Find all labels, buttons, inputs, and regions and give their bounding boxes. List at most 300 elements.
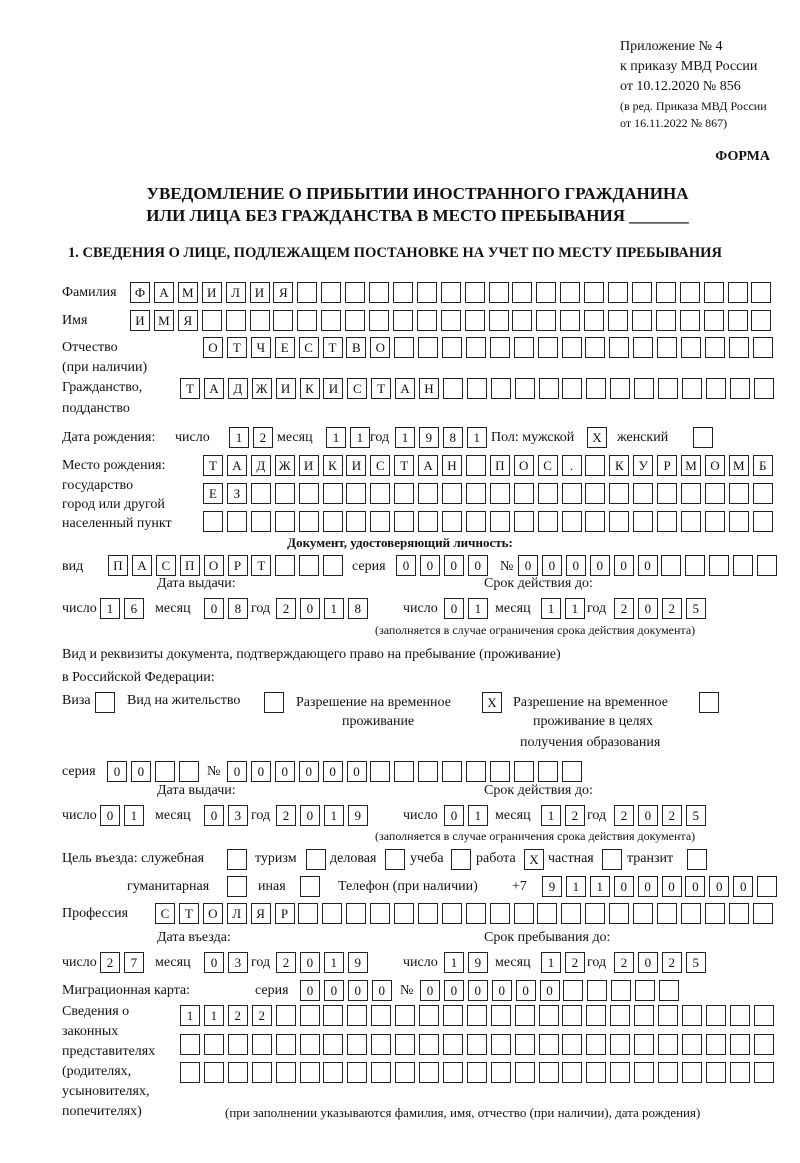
char-cell[interactable]: 0 [300, 598, 320, 619]
char-cell[interactable] [202, 310, 222, 331]
char-cell[interactable] [661, 555, 681, 576]
char-cell[interactable] [705, 903, 725, 924]
char-cell[interactable]: 0 [638, 952, 658, 973]
char-cell[interactable] [709, 555, 729, 576]
char-cell[interactable] [323, 483, 343, 504]
char-cell[interactable]: 1 [566, 876, 586, 897]
char-cell[interactable]: А [154, 282, 174, 303]
char-cell[interactable] [539, 1034, 559, 1055]
char-cell[interactable] [443, 1034, 463, 1055]
char-cell[interactable]: И [130, 310, 150, 331]
char-cell[interactable]: 0 [540, 980, 560, 1001]
char-cell[interactable] [706, 1062, 726, 1083]
char-cell[interactable] [633, 511, 653, 532]
char-cell[interactable] [538, 337, 558, 358]
char-cell[interactable] [273, 310, 293, 331]
char-cell[interactable] [467, 1005, 487, 1026]
char-cell[interactable] [228, 1034, 248, 1055]
char-cell[interactable]: 2 [252, 1005, 272, 1026]
char-cell[interactable] [562, 483, 582, 504]
char-cell[interactable] [490, 761, 510, 782]
char-cell[interactable] [442, 761, 462, 782]
char-cell[interactable] [538, 511, 558, 532]
char-cell[interactable] [489, 310, 509, 331]
char-cell[interactable]: 2 [662, 598, 682, 619]
char-cell[interactable] [227, 876, 247, 897]
char-cell[interactable]: 9 [542, 876, 562, 897]
char-cell[interactable] [753, 511, 773, 532]
char-cell[interactable] [323, 1005, 343, 1026]
char-cell[interactable]: М [178, 282, 198, 303]
char-cell[interactable] [729, 511, 749, 532]
char-cell[interactable] [466, 455, 486, 476]
char-cell[interactable] [658, 378, 678, 399]
char-cell[interactable]: Т [180, 378, 200, 399]
char-cell[interactable] [539, 378, 559, 399]
char-cell[interactable] [658, 1034, 678, 1055]
char-cell[interactable]: А [132, 555, 152, 576]
char-cell[interactable] [180, 1034, 200, 1055]
char-cell[interactable]: О [370, 337, 390, 358]
char-cell[interactable] [489, 282, 509, 303]
char-cell[interactable]: О [204, 555, 224, 576]
char-cell[interactable]: И [250, 282, 270, 303]
char-cell[interactable] [203, 511, 223, 532]
char-cell[interactable]: 2 [614, 598, 634, 619]
char-cell[interactable] [204, 1034, 224, 1055]
char-cell[interactable]: О [705, 455, 725, 476]
char-cell[interactable]: 2 [100, 952, 120, 973]
char-cell[interactable]: В [346, 337, 366, 358]
char-cell[interactable] [442, 483, 462, 504]
char-cell[interactable] [419, 1034, 439, 1055]
char-cell[interactable]: 0 [542, 555, 562, 576]
char-cell[interactable]: 0 [468, 980, 488, 1001]
char-cell[interactable] [514, 511, 534, 532]
char-cell[interactable] [346, 903, 366, 924]
char-cell[interactable] [754, 1062, 774, 1083]
char-cell[interactable]: 0 [347, 761, 367, 782]
char-cell[interactable]: О [203, 337, 223, 358]
char-cell[interactable] [608, 282, 628, 303]
char-cell[interactable] [370, 903, 390, 924]
char-cell[interactable]: Я [273, 282, 293, 303]
char-cell[interactable]: Д [251, 455, 271, 476]
char-cell[interactable]: С [370, 455, 390, 476]
char-cell[interactable]: 0 [300, 952, 320, 973]
char-cell[interactable]: 0 [131, 761, 151, 782]
char-cell[interactable]: 0 [518, 555, 538, 576]
char-cell[interactable]: 0 [638, 555, 658, 576]
char-cell[interactable] [751, 282, 771, 303]
char-cell[interactable] [635, 980, 655, 1001]
char-cell[interactable] [539, 1005, 559, 1026]
char-cell[interactable]: 5 [686, 598, 706, 619]
char-cell[interactable] [394, 903, 414, 924]
char-cell[interactable] [610, 378, 630, 399]
char-cell[interactable]: 1 [350, 427, 370, 448]
char-cell[interactable] [562, 1062, 582, 1083]
char-cell[interactable]: Т [371, 378, 391, 399]
char-cell[interactable] [585, 455, 605, 476]
char-cell[interactable]: К [300, 378, 320, 399]
char-cell[interactable] [180, 1062, 200, 1083]
char-cell[interactable] [297, 282, 317, 303]
char-cell[interactable] [418, 903, 438, 924]
char-cell[interactable] [609, 337, 629, 358]
char-cell[interactable] [634, 1034, 654, 1055]
char-cell[interactable]: 0 [492, 980, 512, 1001]
char-cell[interactable] [491, 1034, 511, 1055]
char-cell[interactable] [347, 1005, 367, 1026]
char-cell[interactable]: К [323, 455, 343, 476]
char-cell[interactable] [369, 310, 389, 331]
char-cell[interactable]: 0 [662, 876, 682, 897]
char-cell[interactable] [228, 1062, 248, 1083]
char-cell[interactable]: 2 [565, 952, 585, 973]
char-cell[interactable]: 0 [638, 876, 658, 897]
char-cell[interactable] [512, 282, 532, 303]
char-cell[interactable] [322, 903, 342, 924]
char-cell[interactable]: 2 [228, 1005, 248, 1026]
char-cell[interactable] [562, 511, 582, 532]
char-cell[interactable] [537, 903, 557, 924]
char-cell[interactable] [514, 761, 534, 782]
char-cell[interactable]: 1 [565, 598, 585, 619]
char-cell[interactable]: 1 [444, 952, 464, 973]
char-cell[interactable] [443, 1005, 463, 1026]
char-cell[interactable] [753, 337, 773, 358]
char-cell[interactable]: У [633, 455, 653, 476]
char-cell[interactable]: С [155, 903, 175, 924]
char-cell[interactable] [417, 282, 437, 303]
char-cell[interactable]: Р [657, 455, 677, 476]
char-cell[interactable] [685, 555, 705, 576]
char-cell[interactable] [251, 511, 271, 532]
char-cell[interactable]: 0 [638, 805, 658, 826]
char-cell[interactable] [602, 849, 622, 870]
char-cell[interactable] [393, 282, 413, 303]
char-cell[interactable] [560, 310, 580, 331]
char-cell[interactable]: 8 [348, 598, 368, 619]
char-cell[interactable] [610, 1005, 630, 1026]
char-cell[interactable] [682, 1034, 702, 1055]
char-cell[interactable] [682, 1005, 702, 1026]
char-cell[interactable] [687, 849, 707, 870]
char-cell[interactable] [371, 1005, 391, 1026]
char-cell[interactable]: 0 [516, 980, 536, 1001]
char-cell[interactable] [584, 310, 604, 331]
char-cell[interactable] [633, 903, 653, 924]
char-cell[interactable] [730, 1034, 750, 1055]
char-cell[interactable]: 3 [228, 952, 248, 973]
char-cell[interactable]: 1 [180, 1005, 200, 1026]
char-cell[interactable] [562, 761, 582, 782]
char-cell[interactable]: 2 [276, 952, 296, 973]
char-cell[interactable]: 7 [124, 952, 144, 973]
char-cell[interactable] [754, 1034, 774, 1055]
char-cell[interactable]: Т [227, 337, 247, 358]
char-cell[interactable] [561, 903, 581, 924]
char-cell[interactable] [611, 980, 631, 1001]
char-cell[interactable]: Ж [252, 378, 272, 399]
char-cell[interactable] [276, 1005, 296, 1026]
char-cell[interactable] [733, 555, 753, 576]
char-cell[interactable]: 2 [276, 598, 296, 619]
char-cell[interactable] [634, 1005, 654, 1026]
char-cell[interactable]: 1 [324, 952, 344, 973]
char-cell[interactable] [250, 310, 270, 331]
char-cell[interactable]: Т [251, 555, 271, 576]
char-cell[interactable] [252, 1062, 272, 1083]
char-cell[interactable]: 1 [324, 598, 344, 619]
char-cell[interactable]: 9 [348, 805, 368, 826]
char-cell[interactable] [442, 337, 462, 358]
char-cell[interactable] [204, 1062, 224, 1083]
char-cell[interactable]: З [227, 483, 247, 504]
char-cell[interactable]: 0 [251, 761, 271, 782]
char-cell[interactable] [634, 1062, 654, 1083]
char-cell[interactable] [699, 692, 719, 713]
char-cell[interactable] [491, 1005, 511, 1026]
char-cell[interactable] [95, 692, 115, 713]
char-cell[interactable] [682, 1062, 702, 1083]
char-cell[interactable]: 0 [372, 980, 392, 1001]
char-cell[interactable] [419, 1005, 439, 1026]
char-cell[interactable] [633, 483, 653, 504]
char-cell[interactable] [560, 282, 580, 303]
char-cell[interactable]: С [347, 378, 367, 399]
char-cell[interactable] [514, 903, 534, 924]
char-cell[interactable] [465, 310, 485, 331]
char-cell[interactable] [467, 1062, 487, 1083]
char-cell[interactable] [418, 483, 438, 504]
char-cell[interactable]: 0 [590, 555, 610, 576]
char-cell[interactable]: О [514, 455, 534, 476]
char-cell[interactable]: М [154, 310, 174, 331]
char-cell[interactable] [634, 378, 654, 399]
char-cell[interactable] [562, 1005, 582, 1026]
char-cell[interactable]: И [276, 378, 296, 399]
char-cell[interactable] [562, 337, 582, 358]
char-cell[interactable] [467, 378, 487, 399]
char-cell[interactable] [466, 337, 486, 358]
char-cell[interactable] [659, 980, 679, 1001]
char-cell[interactable] [465, 282, 485, 303]
char-cell[interactable]: И [299, 455, 319, 476]
char-cell[interactable] [442, 903, 462, 924]
char-cell[interactable] [682, 378, 702, 399]
char-cell[interactable] [491, 378, 511, 399]
char-cell[interactable] [371, 1034, 391, 1055]
char-cell[interactable] [562, 1034, 582, 1055]
char-cell[interactable] [584, 282, 604, 303]
char-cell[interactable] [345, 310, 365, 331]
char-cell[interactable] [251, 483, 271, 504]
char-cell[interactable] [441, 310, 461, 331]
char-cell[interactable]: 0 [685, 876, 705, 897]
char-cell[interactable] [443, 1062, 463, 1083]
char-cell[interactable]: А [395, 378, 415, 399]
char-cell[interactable] [705, 483, 725, 504]
char-cell[interactable] [490, 511, 510, 532]
char-cell[interactable] [321, 282, 341, 303]
char-cell[interactable] [585, 483, 605, 504]
char-cell[interactable] [657, 511, 677, 532]
char-cell[interactable]: Е [275, 337, 295, 358]
char-cell[interactable] [706, 1005, 726, 1026]
char-cell[interactable]: 1 [326, 427, 346, 448]
char-cell[interactable] [757, 876, 777, 897]
char-cell[interactable]: 2 [614, 952, 634, 973]
char-cell[interactable]: 0 [733, 876, 753, 897]
char-cell[interactable] [393, 310, 413, 331]
char-cell[interactable] [346, 483, 366, 504]
char-cell[interactable] [754, 378, 774, 399]
char-cell[interactable] [299, 483, 319, 504]
char-cell[interactable] [300, 1034, 320, 1055]
char-cell[interactable] [419, 1062, 439, 1083]
char-cell[interactable]: Ч [251, 337, 271, 358]
char-cell[interactable] [345, 282, 365, 303]
char-cell[interactable] [751, 310, 771, 331]
char-cell[interactable] [385, 849, 405, 870]
char-cell[interactable] [753, 483, 773, 504]
char-cell[interactable] [729, 337, 749, 358]
char-cell[interactable]: 0 [323, 761, 343, 782]
char-cell[interactable] [227, 511, 247, 532]
char-cell[interactable]: А [204, 378, 224, 399]
char-cell[interactable] [658, 1062, 678, 1083]
char-cell[interactable] [227, 849, 247, 870]
char-cell[interactable] [276, 1034, 296, 1055]
char-cell[interactable]: 2 [662, 952, 682, 973]
char-cell[interactable] [323, 511, 343, 532]
char-cell[interactable] [729, 903, 749, 924]
char-cell[interactable]: Ф [130, 282, 150, 303]
char-cell[interactable] [587, 980, 607, 1001]
char-cell[interactable]: Н [442, 455, 462, 476]
char-cell[interactable]: М [681, 455, 701, 476]
char-cell[interactable] [490, 337, 510, 358]
char-cell[interactable] [346, 511, 366, 532]
char-cell[interactable]: 1 [395, 427, 415, 448]
char-cell[interactable] [252, 1034, 272, 1055]
char-cell[interactable]: А [418, 455, 438, 476]
char-cell[interactable]: И [346, 455, 366, 476]
char-cell[interactable]: 0 [638, 598, 658, 619]
char-cell[interactable]: М [729, 455, 749, 476]
char-cell[interactable] [264, 692, 284, 713]
char-cell[interactable] [300, 1005, 320, 1026]
char-cell[interactable] [586, 1034, 606, 1055]
char-cell[interactable] [275, 483, 295, 504]
char-cell[interactable]: 8 [443, 427, 463, 448]
char-cell[interactable]: Т [394, 455, 414, 476]
char-cell[interactable]: П [108, 555, 128, 576]
char-cell[interactable] [275, 555, 295, 576]
char-cell[interactable] [442, 511, 462, 532]
char-cell[interactable]: Т [323, 337, 343, 358]
char-cell[interactable] [395, 1062, 415, 1083]
char-cell[interactable]: 0 [614, 555, 634, 576]
char-cell[interactable] [466, 511, 486, 532]
char-cell[interactable] [491, 1062, 511, 1083]
char-cell[interactable]: 0 [204, 598, 224, 619]
char-cell[interactable] [658, 1005, 678, 1026]
char-cell[interactable]: 1 [541, 598, 561, 619]
char-cell[interactable]: 2 [662, 805, 682, 826]
char-cell[interactable]: 0 [444, 805, 464, 826]
char-cell[interactable] [585, 337, 605, 358]
char-cell[interactable]: 1 [590, 876, 610, 897]
char-cell[interactable] [490, 903, 510, 924]
char-cell[interactable] [306, 849, 326, 870]
char-cell[interactable]: 0 [468, 555, 488, 576]
char-cell[interactable]: Р [275, 903, 295, 924]
char-cell[interactable]: 0 [300, 805, 320, 826]
char-cell[interactable]: 0 [275, 761, 295, 782]
char-cell[interactable]: 1 [204, 1005, 224, 1026]
char-cell[interactable] [467, 1034, 487, 1055]
char-cell[interactable]: 6 [124, 598, 144, 619]
char-cell[interactable]: 1 [541, 805, 561, 826]
char-cell[interactable] [757, 555, 777, 576]
char-cell[interactable]: 0 [420, 555, 440, 576]
char-cell[interactable] [563, 980, 583, 1001]
char-cell[interactable] [512, 310, 532, 331]
char-cell[interactable] [609, 903, 629, 924]
char-cell[interactable] [276, 1062, 296, 1083]
char-cell[interactable] [299, 511, 319, 532]
char-cell[interactable]: 0 [107, 761, 127, 782]
char-cell[interactable]: И [323, 378, 343, 399]
char-cell[interactable] [371, 1062, 391, 1083]
char-cell[interactable] [323, 1062, 343, 1083]
char-cell[interactable] [347, 1062, 367, 1083]
char-cell[interactable]: 1 [324, 805, 344, 826]
char-cell[interactable]: Т [203, 455, 223, 476]
char-cell[interactable] [585, 511, 605, 532]
char-cell[interactable] [730, 1005, 750, 1026]
char-cell[interactable] [394, 511, 414, 532]
char-cell[interactable]: Т [179, 903, 199, 924]
char-cell[interactable]: X [524, 849, 544, 870]
char-cell[interactable]: Ж [275, 455, 295, 476]
char-cell[interactable]: 2 [614, 805, 634, 826]
char-cell[interactable] [417, 310, 437, 331]
char-cell[interactable]: С [156, 555, 176, 576]
char-cell[interactable]: 5 [686, 805, 706, 826]
char-cell[interactable] [466, 903, 486, 924]
char-cell[interactable]: Н [419, 378, 439, 399]
char-cell[interactable]: 0 [324, 980, 344, 1001]
char-cell[interactable]: 8 [228, 598, 248, 619]
char-cell[interactable]: С [538, 455, 558, 476]
char-cell[interactable] [226, 310, 246, 331]
char-cell[interactable] [585, 903, 605, 924]
char-cell[interactable] [657, 337, 677, 358]
char-cell[interactable]: К [609, 455, 629, 476]
char-cell[interactable] [297, 310, 317, 331]
char-cell[interactable]: 2 [253, 427, 273, 448]
char-cell[interactable] [179, 761, 199, 782]
char-cell[interactable] [586, 378, 606, 399]
char-cell[interactable]: Я [251, 903, 271, 924]
char-cell[interactable]: 0 [300, 980, 320, 1001]
char-cell[interactable]: 0 [204, 952, 224, 973]
char-cell[interactable] [586, 1005, 606, 1026]
